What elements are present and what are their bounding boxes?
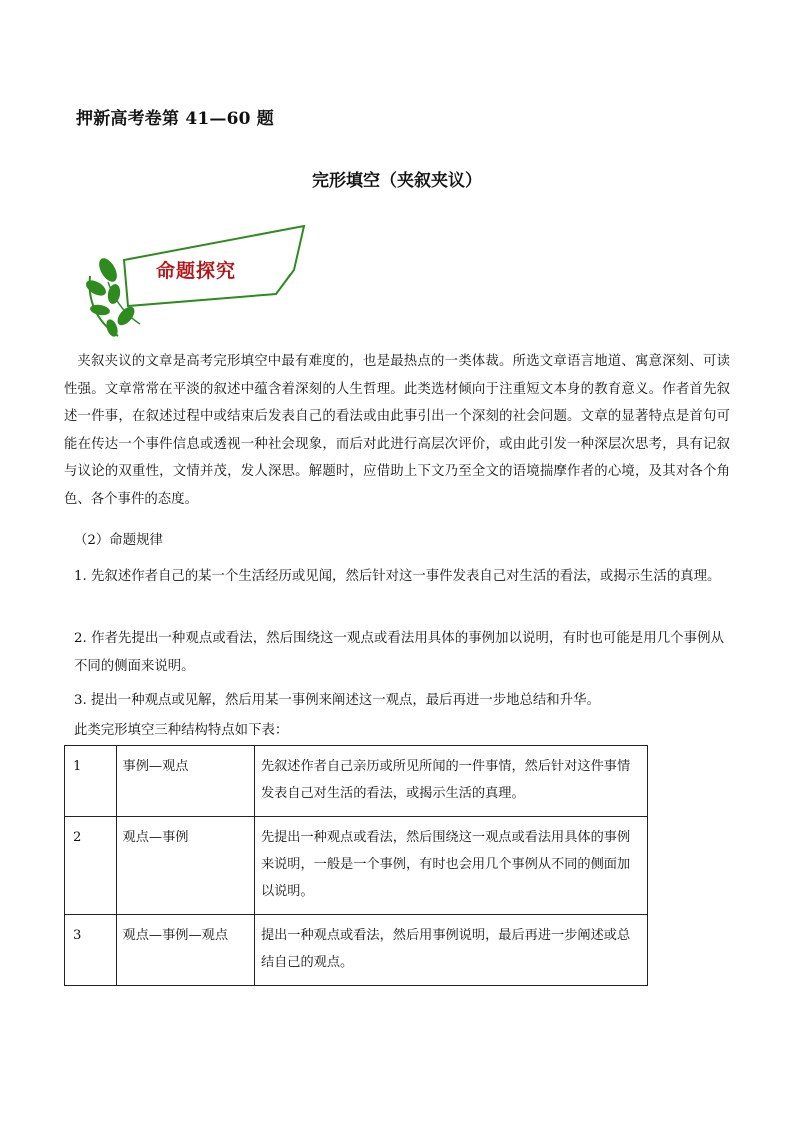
table-row [65, 915, 648, 986]
structure-description: 提出一种观点或看法，然后用事例说明，最后再进一步阐述或总结自己的观点。 [254, 915, 647, 986]
leaf-flourish-icon [78, 224, 308, 344]
table-intro: 此类完形填空三种结构特点如下表： [74, 723, 289, 738]
row-number: 1 [65, 746, 117, 817]
table-row [65, 746, 648, 817]
structure-type: 观点—事例—观点 [116, 915, 254, 986]
structure-type: 事例—观点 [116, 746, 254, 817]
row-number: 3 [65, 915, 117, 986]
structure-type: 观点—事例 [116, 817, 254, 915]
structure-description: 先提出一种观点或看法，然后围绕这一观点或看法用具体的事例来说明，一般是一个事例，有时也会用几个事例从不同的侧面加以说明。 [254, 817, 647, 915]
topic-banner [78, 224, 308, 344]
intro-paragraph: 夹叙夹议的文章是高考完形填空中最有难度的，也是最热点的一类体裁。所选文章语言地道、寓意深刻、可读性强。文章常常在平淡的叙述中蕴含着深刻的人生哲理。此类选材倾向于注重短文本身的教育意义。作者首先叙述一件事，在叙述过程中或结束后发表自己的看法或由此事引出一个深刻的社会问题。文章的显著特点是首句可能在传达一个事件信息或透视一种社会现象，而后对此进行高层次评价，或由此引发一种深层次思考，具有记叙与议论的双重性，文情并茂，发人深思。解题时，应借助上下文乃至全文的语境揣摩作者的心境，及其对各个角色、各个事件的态度。 [64, 354, 730, 507]
structure-description: 先叙述作者自己亲历或所见所闻的一件事情，然后针对这件事情发表自己对生活的看法，或揭示生活的真理。 [254, 746, 647, 817]
document-title: 押新高考卷第 41—60 题 [76, 109, 274, 129]
rule-item: 3. 提出一种观点或见解，然后用某一事例来阐述这一观点，最后再进一步地总结和升华。 [74, 693, 600, 708]
section-subtitle: 完形填空（夹叙夹议） [312, 171, 482, 191]
rule-item: 2. 作者先提出一种观点或看法，然后围绕这一观点或看法用具体的事例加以说明，有时也可能是用几个事例从不同的侧面来说明。 [74, 631, 724, 674]
table-row [65, 817, 648, 915]
banner-label: 命题探究 [156, 260, 237, 282]
rules-heading: （2）命题规律 [74, 533, 163, 548]
structure-table [64, 745, 648, 986]
rule-item: 1. 先叙述作者自己的某一个生活经历或见闻，然后针对这一事件发表自己对生活的看法，或揭示生活的真理。 [74, 569, 721, 584]
row-number: 2 [65, 817, 117, 915]
